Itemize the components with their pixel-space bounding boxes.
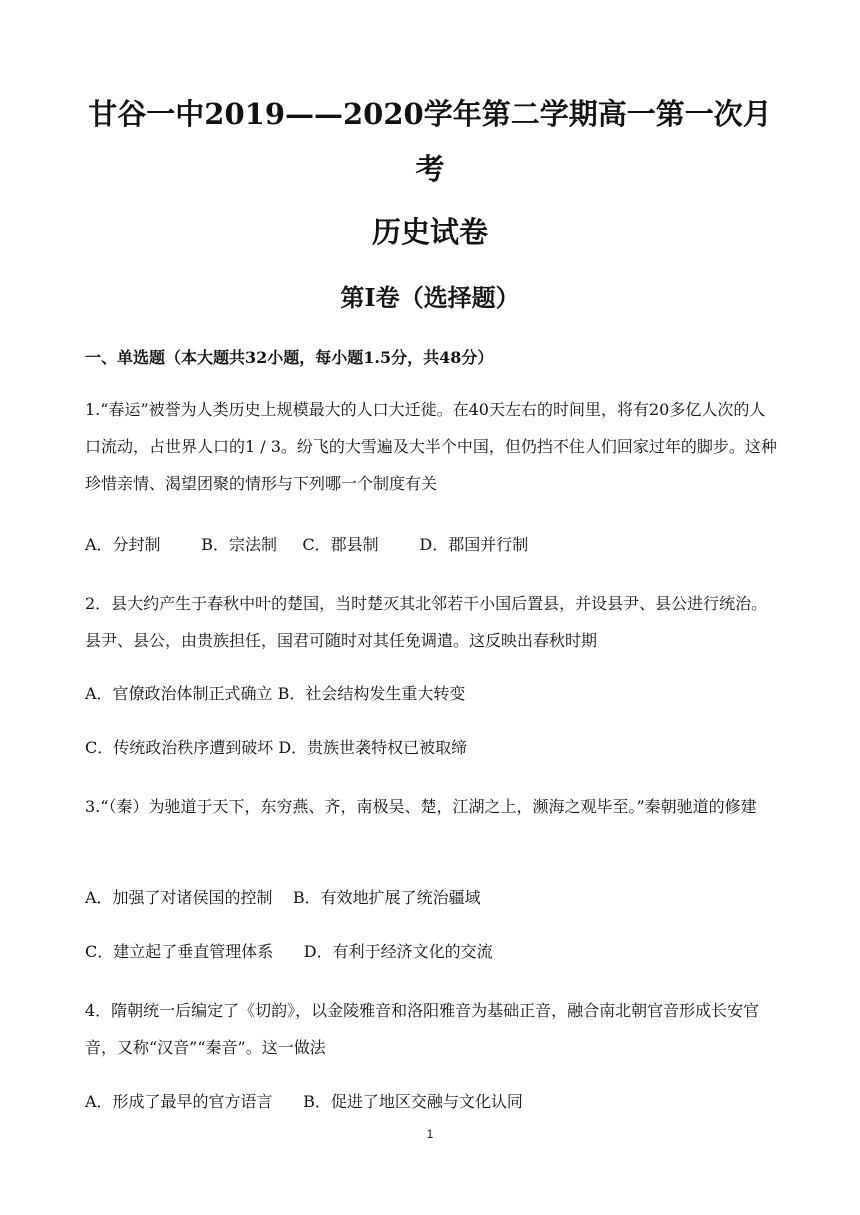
exam-title-line2: 考 — [415, 152, 445, 186]
question-3-options-line1: A．加强了对诸侯国的控制 B．有效地扩展了统治疆域 — [85, 888, 481, 907]
question-2-options-line1: A．官僚政治体制正式确立 B．社会结构发生重大转变 — [85, 684, 466, 703]
question-1-stem: 1.“春运”被誉为人类历史上规模最大的人口大迁徙。在40天左右的时间里，将有20多亿人次的人口流动，占世界人口的1 / 3。纷飞的大雪遍及大半个中国，但仍挡不住人们回家过年的脚步。这种珍惜亲情、渴望团聚的情形与下列哪一个制度有关 — [85, 400, 777, 493]
question-2-options-line2: C．传统政治秩序遭到破坏 D．贵族世袭特权已被取缔 — [85, 738, 468, 757]
question-4-stem: 4．隋朝统一后编定了《切韵》，以金陵雅音和洛阳雅音为基础正音，融合南北朝官音形成长安官音，又称“汉音”“秦音”。这一做法 — [85, 1001, 760, 1057]
section-heading: 一、单选题（本大题共32小题，每小题1.5分，共48分） — [85, 348, 494, 367]
question-1-options: A．分封制 B．宗法制 C．郡县制 D．郡国并行制 — [85, 535, 529, 554]
question-3-stem: 3.“（秦）为驰道于天下，东穷燕、齐，南极吴、楚，江湖之上，濒海之观毕至。”秦朝驰道的修建 — [85, 797, 757, 816]
page-number: 1 — [426, 1127, 434, 1141]
exam-subject: 历史试卷 — [371, 215, 488, 249]
exam-title-line1: 甘谷一中2019——2020学年第二学期高一第一次月 — [88, 97, 772, 131]
question-2-stem: 2．县大约产生于春秋中叶的楚国，当时楚灭其北邻若干小国后置县，并设县尹、县公进行统治。县尹、县公，由贵族担任，国君可随时对其任免调遣。这反映出春秋时期 — [85, 594, 768, 650]
question-3-options-line2: C．建立起了垂直管理体系 D．有利于经济文化的交流 — [85, 942, 493, 961]
question-4-options-line1: A．形成了最早的官方语言 B．促进了地区交融与文化认同 — [85, 1092, 523, 1111]
part-heading: 第Ⅰ卷（选择题） — [340, 283, 520, 312]
